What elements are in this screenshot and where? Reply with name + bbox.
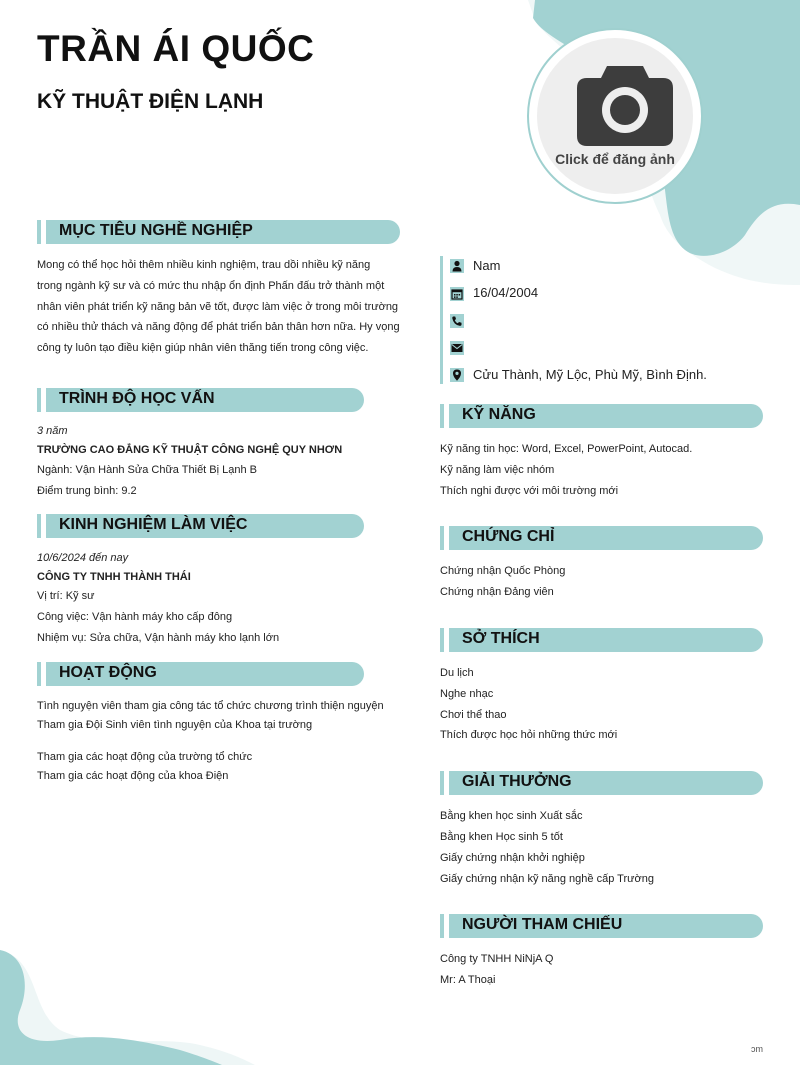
objective-line: nhân viên phát triển kỹ năng bản vẽ tốt, được làm việc ở trong môi trường [37,300,399,313]
experience-company: CÔNG TY TNHH THÀNH THÁI [37,571,191,583]
experience-duty: Nhiệm vụ: Sửa chữa, Vận hành máy kho lạnh lớn [37,632,280,644]
education-gpa: Điểm trung bình: 9.2 [37,485,137,497]
hobby-item: Du lịch [440,667,474,679]
reference-item: Mr: A Thoại [440,974,496,986]
location-icon [450,368,464,382]
camera-icon [577,62,673,146]
section-title: SỞ THÍCH [462,630,540,647]
experience-job: Công việc: Vận hành máy kho cấp đông [37,611,233,623]
calendar-icon [450,287,464,301]
section-header-hobbies [440,628,763,652]
section-title: CHỨNG CHỈ [462,528,555,545]
section-header-skills [440,404,763,428]
section-header-references [440,914,763,938]
skill-item: Kỹ năng tin học: Word, Excel, PowerPoint, Autocad. [440,443,693,455]
user-icon [450,259,464,273]
objective-text [37,255,402,359]
award-item: Bằng khen Học sinh 5 tốt [440,831,563,843]
reference-item: Công ty TNHH NiNjA Q [440,953,554,965]
activity-item: Tình nguyện viên tham gia công tác tổ chức chương trình thiện nguyện [37,700,384,712]
contact-gender: Nam [473,258,501,273]
email-icon [450,341,464,355]
objective-line: trong ngành kỹ sư và có mức thu nhập ổn định Phấn đấu trở thành một [37,279,385,292]
section-title: GIẢI THƯỞNG [462,773,572,790]
section-header-activities [37,662,364,686]
candidate-role: KỸ THUẬT ĐIỆN LẠNH [37,90,264,113]
activity-item: Tham gia Đội Sinh viên tình nguyện của Khoa tại trường [37,719,313,731]
award-item: Bằng khen học sinh Xuất sắc [440,810,583,822]
section-title: KINH NGHIỆM LÀM VIỆC [59,516,248,533]
section-header-awards [440,771,763,795]
activity-item: Tham gia các hoạt động của trường tổ chức [37,751,253,763]
footer-mark: ɔm [751,1044,763,1054]
section-header-education [37,388,364,412]
avatar-placeholder[interactable] [537,38,693,194]
skill-item: Thích nghi được với môi trường mới [440,485,619,497]
avatar[interactable] [527,28,703,204]
activity-item: Tham gia các hoạt động của khoa Điện [37,770,229,782]
objective-line: Mong có thể học hỏi thêm nhiều kinh nghiệm, trau dồi nhiều kỹ năng [37,259,371,271]
experience-period: 10/6/2024 đến nay [37,552,129,564]
award-item: Giấy chứng nhận khởi nghiệp [440,852,585,864]
section-header-certificates [440,526,763,550]
hobby-item: Thích được học hỏi những thức mới [440,729,618,741]
experience-position: Vị trí: Kỹ sư [37,590,95,602]
section-title: TRÌNH ĐỘ HỌC VẤN [59,390,215,407]
section-title: MỤC TIÊU NGHỀ NGHIỆP [59,222,253,239]
objective-line: công ty luôn tạo điều kiện giúp nhân viên thăng tiến trong công việc. [37,342,369,355]
hobby-item: Chơi thể thao [440,709,507,721]
objective-line: có nhiều thử thách và năng động để phát triển bản thân hơn nữa. Hy vọng [37,321,400,334]
section-title: KỸ NĂNG [462,406,536,423]
education-school: TRƯỜNG CAO ĐẲNG KỸ THUẬT CÔNG NGHỆ QUY NHƠN [37,444,343,456]
phone-icon [450,314,464,328]
section-title: HOẠT ĐỘNG [59,664,157,681]
section-header-experience [37,514,364,538]
upload-photo-label[interactable]: Click để đăng ảnh [555,151,675,167]
contact-address: Cửu Thành, Mỹ Lộc, Phù Mỹ, Bình Định. [473,367,707,382]
education-major: Ngành: Vận Hành Sửa Chữa Thiết Bị Lạnh B [37,464,257,476]
award-item: Giấy chứng nhận kỹ năng nghề cấp Trường [440,873,654,885]
education-duration: 3 năm [37,425,68,437]
section-title: NGƯỜI THAM CHIẾU [462,916,623,933]
hobby-item: Nghe nhạc [440,688,494,700]
contact-birthday: 16/04/2004 [473,285,539,300]
contact-divider [440,256,443,384]
certificate-item: Chứng nhận Đảng viên [440,586,554,598]
skill-item: Kỹ năng làm việc nhóm [440,464,555,476]
section-header-objective [37,220,400,244]
certificate-item: Chứng nhận Quốc Phòng [440,565,566,577]
candidate-name: TRẦN ÁI QUỐC [37,28,315,69]
